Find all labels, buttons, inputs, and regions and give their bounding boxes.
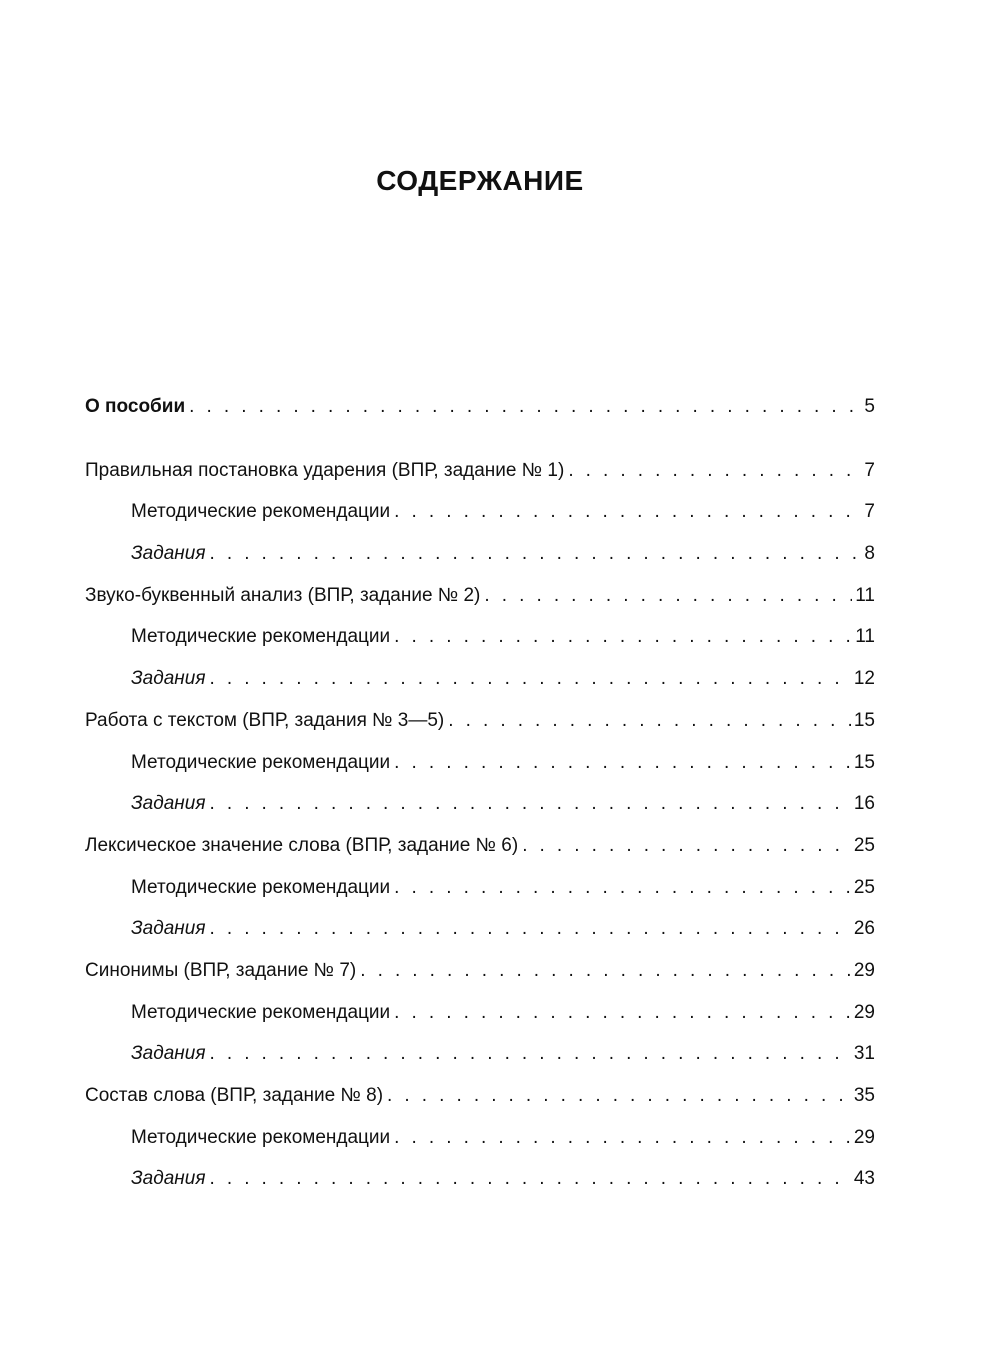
toc-entry-subsection[interactable] — [85, 867, 875, 909]
dot-leader — [209, 1033, 850, 1075]
toc-entry-label: О пособии — [85, 396, 186, 417]
toc-entry-section[interactable] — [85, 1075, 875, 1117]
toc-page-number: 16 — [853, 793, 875, 815]
dot-leader — [394, 742, 851, 784]
toc-entry-label: Задания — [131, 1043, 206, 1065]
toc-entry-subsection[interactable] — [85, 616, 875, 658]
toc-page-number: 25 — [853, 834, 875, 856]
toc-page-number: 11 — [855, 626, 875, 648]
dot-leader — [209, 908, 850, 950]
toc-page-number: 25 — [853, 876, 875, 898]
toc-page-number: 15 — [853, 709, 875, 731]
toc-entry-label: Работа с текстом (ВПР, задания № 3—5) — [85, 709, 445, 731]
dot-leader — [394, 616, 852, 658]
toc-entry-label: Методические рекомендации — [131, 751, 391, 773]
toc-entry-label: Методические рекомендации — [131, 876, 391, 898]
toc-entry-label: Состав слова (ВПР, задание № 8) — [85, 1085, 384, 1106]
toc-page-number: 31 — [853, 1043, 875, 1065]
toc-page-number: 12 — [853, 668, 875, 690]
dot-leader — [568, 450, 861, 492]
dot-leader — [189, 386, 861, 428]
page-title: СОДЕРЖАНИЕ — [376, 165, 584, 196]
dot-leader — [394, 867, 851, 909]
toc-entry-subsection[interactable] — [85, 992, 875, 1034]
toc-entry-subsection[interactable] — [85, 658, 875, 700]
toc-entry-subsection[interactable] — [85, 908, 875, 950]
dot-leader — [484, 575, 852, 617]
toc-entry-section[interactable] — [85, 575, 875, 617]
toc-entry-section[interactable] — [85, 825, 875, 867]
toc-page-number: 7 — [864, 459, 875, 481]
toc-entry-label: Задания — [131, 668, 206, 690]
toc-page-number: 8 — [864, 543, 875, 565]
toc-page-number: 35 — [853, 1085, 875, 1106]
toc-entry-section[interactable] — [85, 700, 875, 742]
toc-entry-subsection[interactable] — [85, 533, 875, 575]
toc-entry-label: Звуко-буквенный анализ (ВПР, задание № 2) — [85, 584, 481, 606]
toc-entry-subsection[interactable] — [85, 783, 875, 825]
toc-page-number: 11 — [855, 584, 875, 606]
dot-leader — [387, 1075, 851, 1117]
dot-leader — [209, 658, 850, 700]
dot-leader — [394, 992, 851, 1034]
dot-leader — [360, 950, 851, 992]
toc-page-number: 29 — [853, 1001, 875, 1023]
toc-entry-label: Правильная постановка ударения (ВПР, задание № 1) — [85, 459, 565, 481]
toc-entry-label: Задания — [131, 1168, 206, 1190]
toc-entry-label: Задания — [131, 793, 206, 815]
toc-entry-subsection[interactable] — [85, 491, 875, 533]
toc-page-number: 29 — [853, 1126, 875, 1148]
toc-entry-label: Лексическое значение слова (ВПР, задание № 6) — [85, 834, 519, 856]
toc-entry-subsection[interactable] — [85, 1158, 875, 1200]
toc-page-number: 5 — [864, 396, 875, 417]
toc-entry-subsection[interactable] — [85, 742, 875, 784]
dot-leader — [394, 491, 861, 533]
toc-entry-label: Методические рекомендации — [131, 501, 391, 523]
toc-entry-subsection[interactable] — [85, 1117, 875, 1159]
dot-leader — [448, 700, 851, 742]
dot-leader — [209, 783, 850, 825]
toc-entry-label: Методические рекомендации — [131, 1126, 391, 1148]
toc-page-number: 43 — [853, 1168, 875, 1190]
dot-leader — [394, 1117, 851, 1159]
toc-page-number: 15 — [853, 751, 875, 773]
toc-page-number: 7 — [864, 501, 875, 523]
toc-entry-section[interactable] — [85, 450, 875, 492]
toc-entry-label: Методические рекомендации — [131, 1001, 391, 1023]
toc-entry-label: Задания — [131, 918, 206, 940]
dot-leader — [522, 825, 851, 867]
toc-entry-label: Синонимы (ВПР, задание № 7) — [85, 959, 357, 981]
toc-entry-subsection[interactable] — [85, 1033, 875, 1075]
dot-leader — [209, 533, 861, 575]
toc-entry-about[interactable] — [85, 386, 875, 428]
table-of-contents — [85, 386, 875, 1200]
toc-entry-section[interactable] — [85, 950, 875, 992]
toc-entry-label: Задания — [131, 543, 206, 565]
toc-page-number: 29 — [853, 959, 875, 981]
dot-leader — [209, 1158, 850, 1200]
toc-entry-label: Методические рекомендации — [131, 626, 391, 648]
toc-page-number: 26 — [853, 918, 875, 940]
